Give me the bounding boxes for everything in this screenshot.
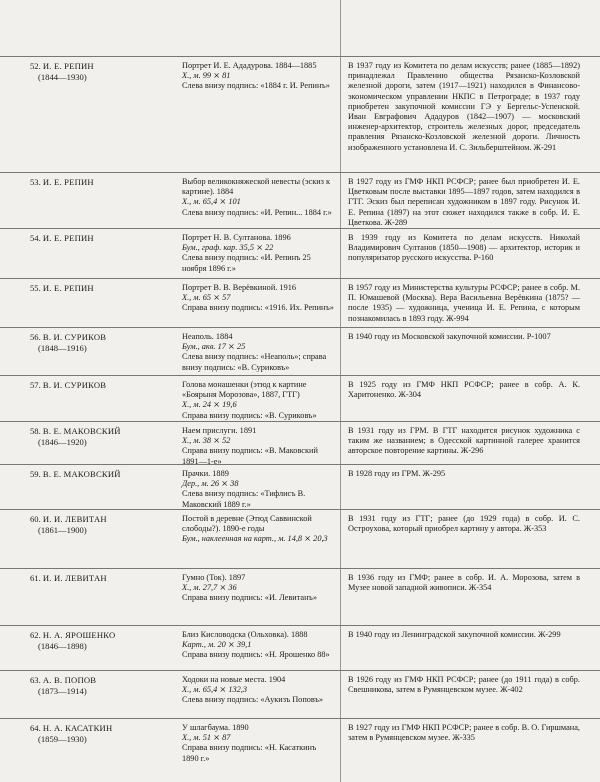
work-medium: Х., м. 65 ⨯ 57	[182, 293, 231, 303]
catalog-entry	[0, 509, 600, 569]
work-title: Гумно (Ток). 1897	[182, 573, 246, 582]
artist-dates: (1848—1916)	[38, 342, 87, 353]
work-medium: Бум., наклеенная на карт., м. 14,8 ⨯ 20,3	[182, 534, 328, 544]
work-cell	[182, 514, 334, 545]
provenance-cell: В 1927 году из ГМФ НКП РСФСР; ранее был приобретен И. Е. Цветковым после выставки 1895—1897 годов, затем находился в ГТГ. Эскиз был переписан художником в 1897 году. Рисунок И. Е. Репина (1897) на этот сюжет находился также в собр. И. Е. Цветкова. Ж-289	[348, 177, 580, 227]
work-medium: Дер., м. 26 ⨯ 38	[182, 479, 239, 489]
artist-cell	[30, 177, 180, 188]
artist-cell	[30, 332, 180, 353]
entry-number: 58.	[30, 426, 41, 436]
work-cell	[182, 469, 334, 510]
artist-name: В. Е. МАКОВСКИЙ	[42, 469, 121, 479]
artist-cell	[30, 469, 180, 480]
catalog-entry	[0, 625, 600, 671]
work-signature: Слева внизу подпись: «И. Репинъ 25 ноября 1896 г.»	[182, 253, 311, 273]
work-medium: Х., м. 27,7 ⨯ 36	[182, 583, 237, 593]
work-title: Портрет Н. В. Султанова. 1896	[182, 233, 291, 242]
artist-cell	[30, 283, 180, 294]
entry-number: 52.	[30, 61, 41, 71]
artist-dates: (1861—1900)	[38, 524, 87, 535]
catalog-entry	[0, 670, 600, 719]
provenance-cell: В 1957 году из Министерства культуры РСФСР; ранее в собр. М. П. Юмашевой (Москва). Вера Васильевна Верёвкина (1875? — после 1935) — художница, ученица И. Е. Репина, с которым познакомилась в 1893 году. Ж-994	[348, 283, 580, 323]
artist-name: И. Е. РЕПИН	[42, 177, 94, 187]
work-title: У шлагбаума. 1890	[182, 723, 249, 732]
provenance-cell: В 1928 году из ГРМ. Ж-295	[348, 469, 446, 478]
work-title: Выбор великокняжеской невесты (эскиз к картине). 1884	[182, 177, 331, 197]
provenance-cell: В 1927 году из ГМФ НКП РСФСР; ранее в собр. В. О. Гиршмана, затем в Румянцевском музее. Ж-335	[348, 723, 580, 743]
provenance-cell: В 1939 году из Комитета по делам искусств. Николай Владимирович Султанов (1850—1908) — архитектор, историк и популяризатор русского искусства. Р-160	[348, 233, 580, 263]
work-signature: Справа внизу подпись: «Н. Касаткинъ 1890 г.»	[182, 743, 317, 763]
work-medium: Бум., акв. 17 ⨯ 25	[182, 342, 246, 352]
artist-dates: (1846—1898)	[38, 640, 87, 651]
work-signature: Справа внизу подпись: «1916. Их. Репинъ»	[182, 303, 334, 313]
artist-dates: (1873—1914)	[38, 685, 87, 696]
work-signature: Справа внизу подпись: «В. Маковский 1891—1-е»	[182, 446, 318, 466]
entry-number: 55.	[30, 283, 41, 293]
work-medium: Х., м. 65,4 ⨯ 101	[182, 197, 241, 207]
entry-number: 64.	[30, 723, 41, 733]
artist-name: И. Е. РЕПИН	[42, 283, 94, 293]
catalog-entry	[0, 172, 600, 229]
entry-number: 62.	[30, 630, 41, 640]
provenance-cell: В 1940 году из Ленинградской закупочной комиссии. Ж-299	[348, 630, 561, 639]
catalog-entry	[0, 375, 600, 422]
provenance-cell: В 1936 году из ГМФ; ранее в собр. И. А. Морозова, затем в Музее новой западной живописи. Ж-354	[348, 573, 580, 593]
artist-name: Н. А. КАСАТКИН	[42, 723, 113, 733]
work-medium: Х., м. 24 ⨯ 19,6	[182, 400, 237, 410]
work-cell	[182, 630, 334, 661]
catalog-entry	[0, 56, 600, 173]
work-signature: Слева внизу подпись: «1884 г. И. Репинъ»	[182, 81, 330, 91]
catalog-entry	[0, 228, 600, 279]
work-cell	[182, 177, 334, 218]
work-title: Постой в деревне (Этюд Саввинской слободы?). 1890-е годы	[182, 514, 312, 534]
artist-cell	[30, 233, 180, 244]
provenance-cell: В 1940 году из Московской закупочной комиссии. Р-1007	[348, 332, 551, 341]
artist-name: В. Е. МАКОВСКИЙ	[42, 426, 121, 436]
entry-number: 57.	[30, 380, 41, 390]
artist-cell	[30, 514, 180, 535]
catalog-entry	[0, 421, 600, 465]
work-medium: Х., м. 51 ⨯ 87	[182, 733, 231, 743]
artist-name: Н. А. ЯРОШЕНКО	[42, 630, 116, 640]
work-title: Близ Кисловодска (Ольховка). 1888	[182, 630, 308, 639]
work-signature: Слева внизу подпись: «Аукизъ Поповъ»	[182, 695, 324, 705]
work-medium: Х., м. 38 ⨯ 52	[182, 436, 231, 446]
artist-cell	[30, 630, 180, 651]
work-cell	[182, 332, 334, 373]
catalog-entry	[0, 464, 600, 510]
artist-cell	[30, 723, 180, 744]
artist-name: И. И. ЛЕВИТАН	[42, 573, 107, 583]
work-cell	[182, 283, 334, 314]
work-medium: Бум., граф. кар. 35,5 ⨯ 22	[182, 243, 274, 253]
catalog-entry	[0, 278, 600, 328]
work-title: Ходоки на новые места. 1904	[182, 675, 286, 684]
artist-dates: (1846—1920)	[38, 436, 87, 447]
artist-cell	[30, 426, 180, 447]
artist-cell	[30, 61, 180, 82]
work-medium: Х., м. 65,4 ⨯ 132,3	[182, 685, 248, 695]
work-cell	[182, 380, 334, 421]
work-title: Голова монашенки (этюд к картине «Боярыня Морозова», 1887, ГТГ)	[182, 380, 307, 400]
work-cell	[182, 426, 334, 467]
work-signature: Слева внизу подпись: «Тифлисъ В. Маковский 1889 г.»	[182, 489, 306, 509]
work-signature: Справа внизу подпись: «Н. Ярошенко 88»	[182, 650, 330, 660]
entry-number: 54.	[30, 233, 41, 243]
work-cell	[182, 61, 334, 92]
entry-number: 60.	[30, 514, 41, 524]
entry-number: 59.	[30, 469, 41, 479]
entry-number: 56.	[30, 332, 41, 342]
work-title: Портрет И. Е. Ададурова. 1884—1885	[182, 61, 317, 70]
work-title: Портрет В. В. Верёвкиной. 1916	[182, 283, 297, 292]
entry-number: 61.	[30, 573, 41, 583]
provenance-cell: В 1937 году из Комитета по делам искусств; ранее (1885—1892) принадлежал Правлению общества Рязанско-Козловской железной дороги, затем (1917—1921) находился в Финансово-экономическом управлении НКПС в Петрограде; в 1937 году приобретен закупочной комиссии ГЭ у Бергельс-Успенской. Иван Евграфович Ададуров (1842—1907) — московский инженер-архитектор, строитель железных дорог, председатель правления Рязанско-Козловской железной дороги. Личность изображенного установлена И. С. Зильберштейном. Ж-291	[348, 61, 580, 152]
work-title: Наем прислуги. 1891	[182, 426, 257, 435]
artist-name: И. Е. РЕПИН	[42, 61, 94, 71]
provenance-cell: В 1931 году из ГТГ; ранее (до 1929 года) в собр. И. С. Остроухова, который приобрел картину у автора. Ж-353	[348, 514, 580, 534]
artist-dates: (1844—1930)	[38, 71, 87, 82]
catalog-entry	[0, 568, 600, 626]
catalog-entry	[0, 718, 600, 779]
work-medium: Х., м. 99 ⨯ 81	[182, 71, 231, 81]
entry-number: 53.	[30, 177, 41, 187]
artist-name: И. И. ЛЕВИТАН	[42, 514, 107, 524]
work-signature: Слева внизу подпись: «Неаполь»; справа внизу подпись: «В. Суриковъ»	[182, 352, 327, 372]
artist-name: В. И. СУРИКОВ	[42, 380, 107, 390]
artist-cell	[30, 675, 180, 696]
work-medium: Карт., м. 20 ⨯ 39,1	[182, 640, 252, 650]
provenance-cell: В 1925 году из ГМФ НКП РСФСР; ранее в собр. А. К. Харитоненко. Ж-304	[348, 380, 580, 400]
artist-cell	[30, 573, 180, 584]
work-title: Неаполь. 1884	[182, 332, 233, 341]
work-cell	[182, 675, 334, 706]
work-cell	[182, 573, 334, 604]
provenance-cell: В 1926 году из ГМФ НКП РСФСР; ранее (до 1911 года) в собр. Свешникова, затем в Румянцевском музее. Ж-402	[348, 675, 580, 695]
work-cell	[182, 723, 334, 764]
artist-name: В. И. СУРИКОВ	[42, 332, 107, 342]
work-signature: Слева внизу подпись: «И. Репин... 1884 г.»	[182, 207, 332, 217]
artist-name: А. В. ПОПОВ	[42, 675, 97, 685]
work-cell	[182, 233, 334, 274]
artist-name: И. Е. РЕПИН	[42, 233, 94, 243]
catalog-entry	[0, 327, 600, 376]
work-title: Прачки. 1889	[182, 469, 229, 478]
entry-number: 63.	[30, 675, 41, 685]
work-signature: Справа внизу подпись: «И. Левитанъ»	[182, 593, 317, 603]
artist-cell	[30, 380, 180, 391]
work-signature: Справа внизу подпись: «В. Суриковъ»	[182, 410, 317, 420]
provenance-cell: В 1931 году из ГРМ. В ГТГ находится рисунок художника с таким же названием; в Одесской картинной галерее хранится авторское повторение картины. Ж-296	[348, 426, 580, 456]
artist-dates: (1859—1930)	[38, 733, 87, 744]
